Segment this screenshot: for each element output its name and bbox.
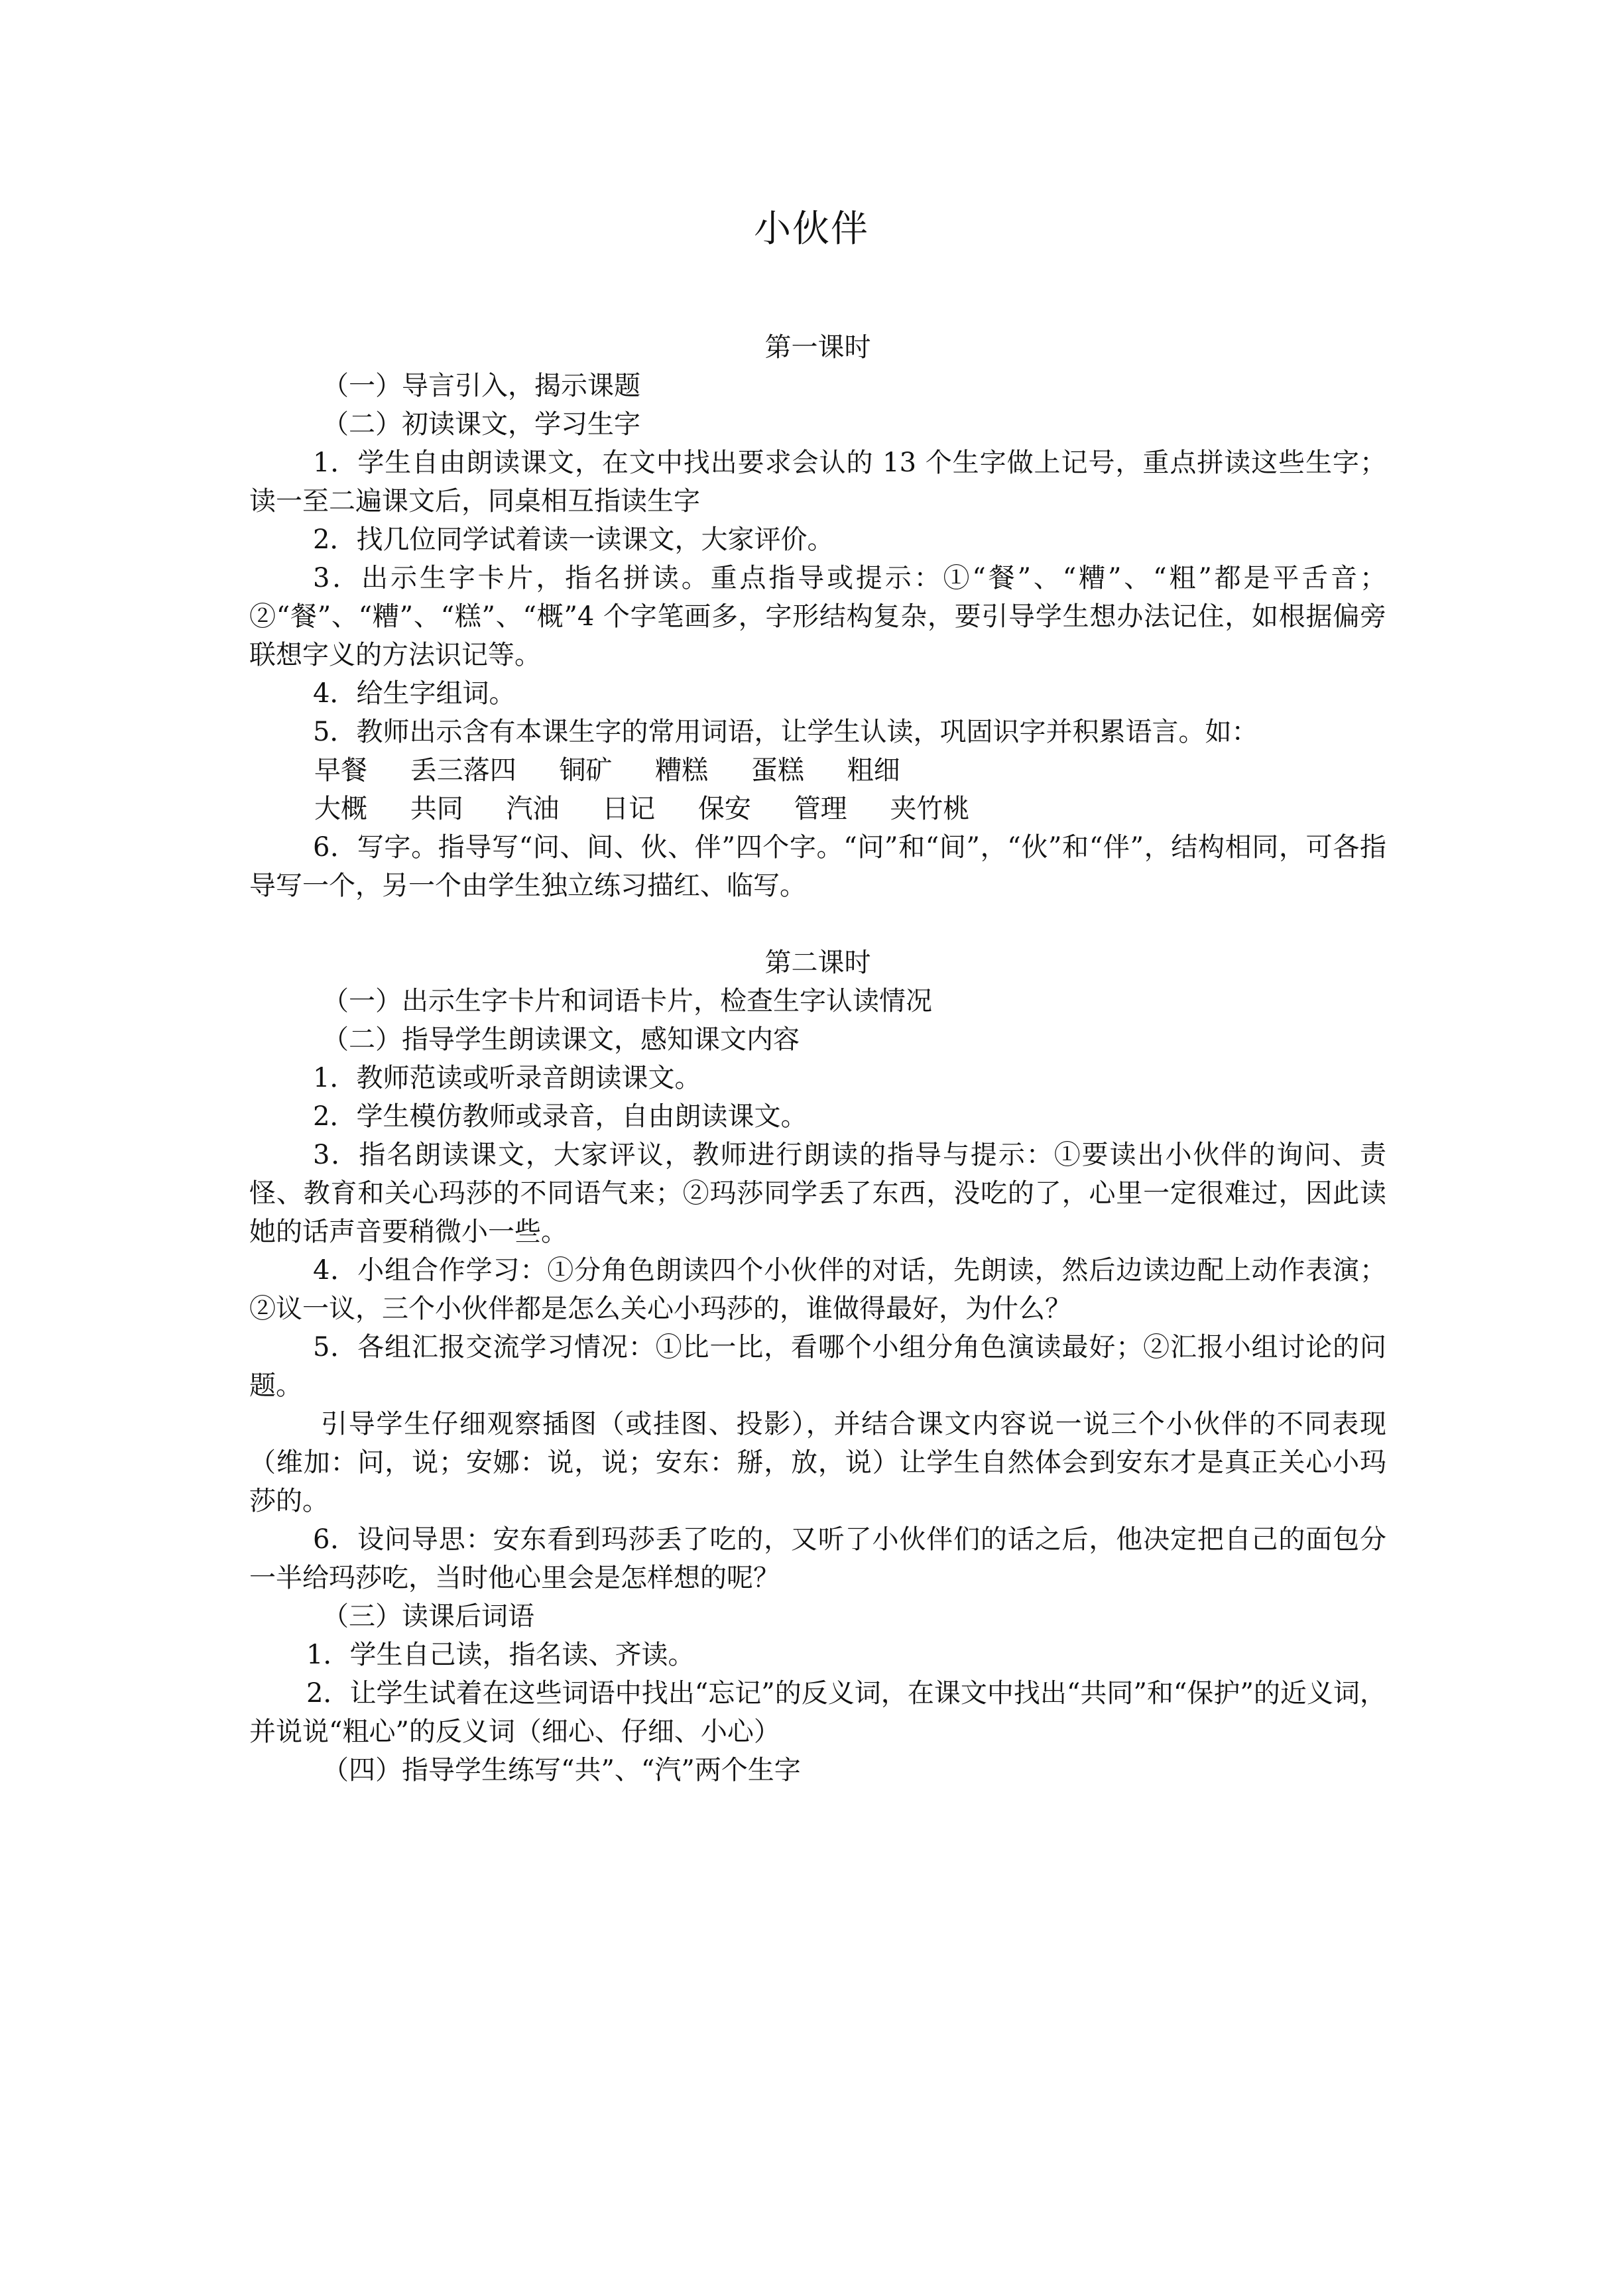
word-list-row-1 bbox=[249, 751, 1386, 790]
lesson2-section3-step2: 2．让学生试着在这些词语中找出“忘记”的反义词，在课文中找出“共同”和“保护”的近义词，并说说“粗心”的反义词（细心、仔细、小心） bbox=[249, 1678, 1386, 1747]
lesson2-step2: 2．学生模仿教师或录音，自由朗读课文。 bbox=[313, 1101, 808, 1132]
lesson2-step1: 1．教师范读或听录音朗读课文。 bbox=[313, 1063, 701, 1093]
word-item: 夹竹桃 bbox=[890, 794, 970, 824]
lesson1-section1: （一）导言引入，揭示课题 bbox=[322, 371, 640, 401]
word-item: 汽油 bbox=[506, 794, 560, 824]
lesson2-step3: 3．指名朗读课文，大家评议，教师进行朗读的指导与提示：①要读出小伙伴的询问、责怪、教育和关心玛莎的不同语气来；②玛莎同学丢了东西，没吃的了，心里一定很难过，因此读她的话声音要稍微小一些。 bbox=[249, 1140, 1386, 1247]
lesson2-section3-step1: 1．学生自己读，指名读、齐读。 bbox=[306, 1640, 695, 1670]
lesson1-step1: 1．学生自由朗读课文，在文中找出要求会认的 13 个生字做上记号，重点拼读这些生字；读一至二遍课文后，同桌相互指读生字 bbox=[249, 448, 1386, 516]
document-body bbox=[249, 328, 1386, 1789]
word-item: 保安 bbox=[697, 794, 751, 824]
lesson2-step6: 6．设问导思：安东看到玛莎丢了吃的，又听了小伙伴们的话之后，他决定把自己的面包分一半给玛莎吃，当时他心里会是怎样想的呢？ bbox=[249, 1524, 1386, 1593]
lesson1-step4: 4．给生字组词。 bbox=[313, 678, 516, 709]
word-item: 粗细 bbox=[847, 755, 900, 786]
lesson2-step4: 4．小组合作学习：①分角色朗读四个小伙伴的对话，先朗读，然后边读边配上动作表演；②议一议，三个小伙伴都是怎么关心小玛莎的，谁做得最好，为什么？ bbox=[249, 1255, 1386, 1324]
section-gap bbox=[249, 905, 1386, 943]
lesson1-step2: 2．找几位同学试着读一读课文，大家评价。 bbox=[313, 524, 834, 555]
word-item: 丢三落四 bbox=[410, 755, 516, 786]
word-list-row-2 bbox=[249, 790, 1386, 828]
lesson2-section1: （一）出示生字卡片和词语卡片，检查生字认读情况 bbox=[322, 986, 932, 1016]
lesson1-heading: 第一课时 bbox=[764, 332, 871, 363]
lesson2-section4: （四）指导学生练写“共”、“汽”两个生字 bbox=[322, 1755, 801, 1785]
lesson2-heading: 第二课时 bbox=[764, 947, 871, 978]
lesson1-step3: 3．出示生字卡片，指名拼读。重点指导或提示：①“餐”、“糟”、“粗”都是平舌音；②“餐”、“糟”、“糕”、“概”4 个字笔画多，字形结构复杂，要引导学生想办法记住，如根据偏旁联想字义的方法识记等。 bbox=[249, 563, 1386, 670]
lesson1-section2: （二）初读课文，学习生字 bbox=[322, 409, 640, 440]
word-item: 糟糕 bbox=[655, 755, 709, 786]
word-item: 蛋糕 bbox=[751, 755, 804, 786]
word-item: 大概 bbox=[314, 794, 367, 824]
word-item: 管理 bbox=[794, 794, 847, 824]
lesson2-step5: 5．各组汇报交流学习情况：①比一比，看哪个小组分角色演读最好；②汇报小组讨论的问题。 bbox=[249, 1332, 1386, 1401]
lesson2-section2: （二）指导学生朗读课文，感知课文内容 bbox=[322, 1024, 800, 1055]
lesson1-step5: 5．教师出示含有本课生字的常用词语，让学生认读，巩固识字并积累语言。如： bbox=[313, 717, 1258, 747]
word-item: 日记 bbox=[602, 794, 656, 824]
word-item: 铜矿 bbox=[559, 755, 613, 786]
word-item: 共同 bbox=[410, 794, 463, 824]
lesson2-guide-paragraph: 引导学生仔细观察插图（或挂图、投影），并结合课文内容说一说三个小伙伴的不同表现（维加：问，说；安娜：说，说；安东：掰，放，说）让学生自然体会到安东才是真正关心小玛莎的。 bbox=[249, 1409, 1386, 1516]
lesson2-section3: （三）读课后词语 bbox=[322, 1601, 534, 1632]
lesson1-step6: 6．写字。指导写“问、间、伙、伴”四个字。“问”和“间”，“伙”和“伴”，结构相同，可各指导写一个，另一个由学生独立练习描红、临写。 bbox=[249, 832, 1386, 901]
document-title: 小伙伴 bbox=[754, 208, 869, 251]
word-item: 早餐 bbox=[314, 755, 367, 786]
